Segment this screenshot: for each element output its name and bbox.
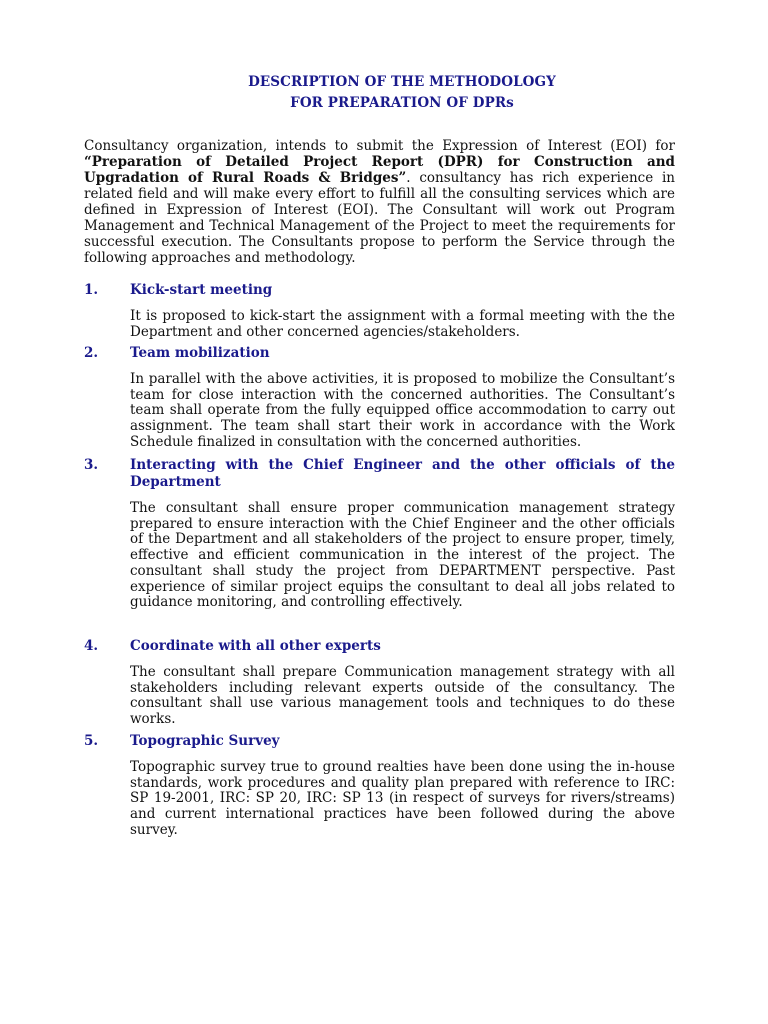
section-number: 2. xyxy=(84,345,99,361)
section-title: Team mobilization xyxy=(130,345,270,361)
section-heading xyxy=(84,282,675,299)
section-number: 3. xyxy=(84,457,99,473)
section-body: The consultant shall prepare Communication management strategy with all stakeholders including relevant experts outside of the consultancy. The consultant shall use various management tools and techniques to do these works. xyxy=(130,664,675,728)
section-number: 5. xyxy=(84,733,99,749)
section-number: 1. xyxy=(84,282,99,298)
section-2 xyxy=(84,345,675,451)
section-title: Coordinate with all other experts xyxy=(130,638,381,654)
section-1 xyxy=(84,282,675,340)
section-title: Kick-start meeting xyxy=(130,282,273,298)
document-title xyxy=(0,72,768,114)
section-body: In parallel with the above activities, it is proposed to mobilize the Consultant’s team for close interaction with the concerned authorities. The Consultant’s team shall operate from the fully equipped office accommodation to carry out assignment. The team shall start their work in accordance with the Work Schedule finalized in consultation with the concerned authorities. xyxy=(130,371,675,450)
section-5 xyxy=(84,733,675,839)
section-heading xyxy=(84,733,675,750)
title-line-2: FOR PREPARATION OF DPRs xyxy=(290,95,514,111)
intro-bold-project-name: “Preparation of Detailed Project Report (DPR) for Construction and Upgradation of Rural Roads & Bridges” xyxy=(84,154,675,186)
section-body: It is proposed to kick-start the assignment with a formal meeting with the the Department and other concerned agencies/stakeholders. xyxy=(130,308,675,340)
section-heading xyxy=(84,345,675,362)
section-heading xyxy=(84,638,675,655)
section-4 xyxy=(84,638,675,728)
section-title: Interacting with the Chief Engineer and the other officials of the Department xyxy=(130,457,675,490)
section-body: The consultant shall ensure proper communication management strategy prepared to ensure interaction with the Chief Engineer and the other officials of the Department and all stakeholders of the project to ensure proper, timely, effective and efficient communication in the interest of the project. The consultant shall study the project from DEPARTMENT perspective. Past experience of similar project equips the consultant to deal all jobs related to guidance monitoring, and controlling effectively. xyxy=(130,500,675,611)
section-number: 4. xyxy=(84,638,99,654)
title-line-1: DESCRIPTION OF THE METHODOLOGY xyxy=(248,74,556,90)
intro-text-part-1: Consultancy organization, intends to submit the Expression of Interest (EOI) for xyxy=(84,138,675,154)
intro-paragraph xyxy=(84,138,675,266)
intro-text-part-2: . consultancy has rich experience in related field and will make every effort to fulfill all the consulting services which are defined in Expression of Interest (EOI). The Consultant will work out Program Management and Technical Management of the Project to meet the requirements for successful execution. The Consultants propose to perform the Service through the following approaches and methodology. xyxy=(84,170,676,266)
section-heading xyxy=(84,457,675,491)
section-3 xyxy=(84,457,675,611)
section-title: Topographic Survey xyxy=(130,733,280,749)
section-body: Topographic survey true to ground realties have been done using the in-house standards, work procedures and quality plan prepared with reference to IRC: SP 19-2001, IRC: SP 20, IRC: SP 13 (in respect of surveys for rivers/streams) and current international practices have been followed during the above survey. xyxy=(130,759,675,838)
